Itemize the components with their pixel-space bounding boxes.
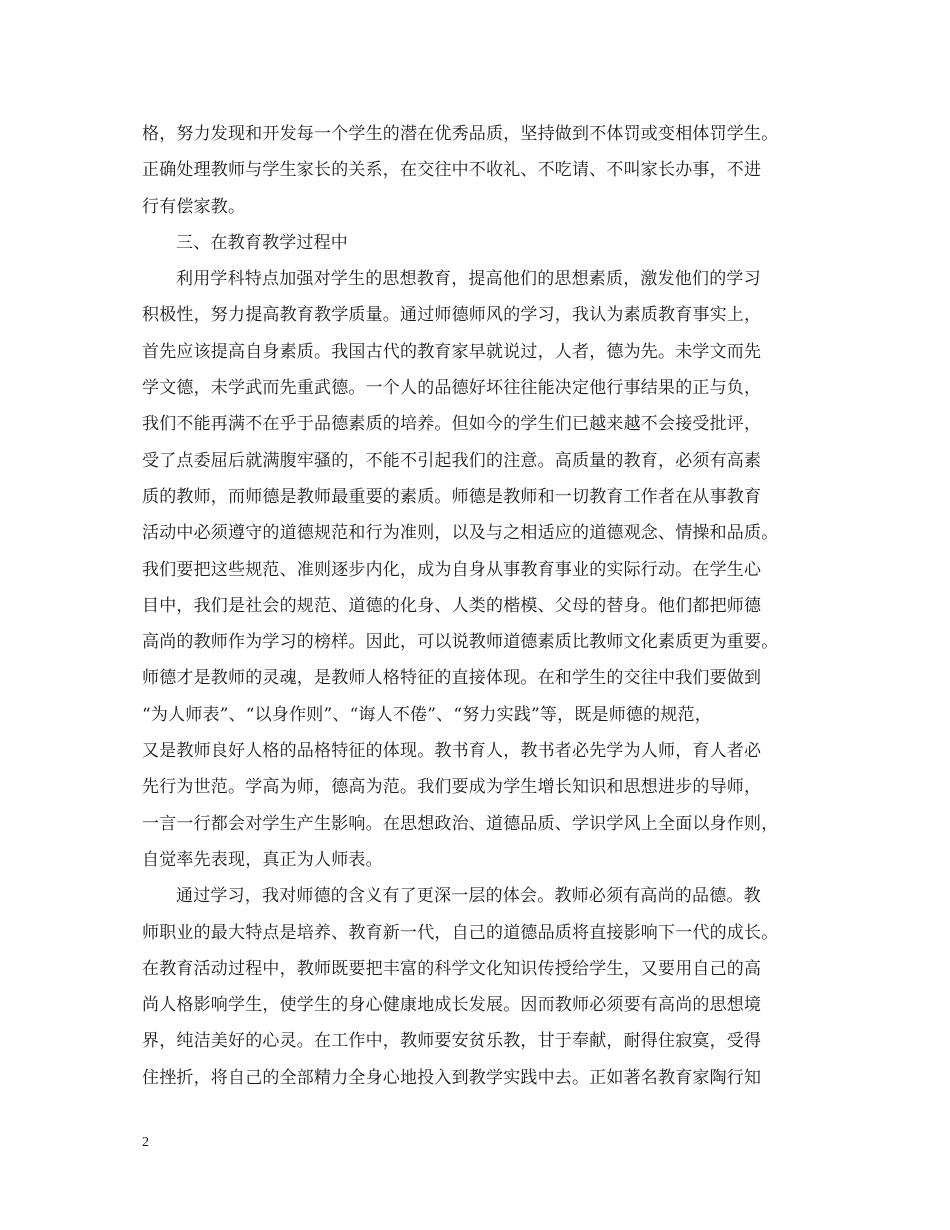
text-line: 受了点委屈后就满腹牢骚的，不能不引起我们的注意。高质量的教育，必须有高素 [142,450,762,471]
text-line: 活动中必须遵守的道德规范和行为准则，以及与之相适应的道德观念、情操和品质。 [142,523,779,544]
text-line: 尚人格影响学生，使学生的身心健康地成长发展。因而教师必须要有高尚的思想境 [142,995,762,1016]
text-line: “为人师表”、“以身作则”、“诲人不倦”、“努力实践”等，既是师德的规范， [142,704,712,725]
text-line: 师德才是教师的灵魂，是教师人格特征的直接体现。在和学生的交往中我们要做到 [142,668,762,689]
text-line: 我们要把这些规范、准则逐步内化，成为自身从事教育事业的实际行动。在学生心 [142,559,762,580]
text-line: 我们不能再满不在乎于品德素质的培养。但如今的学生们已越来越不会接受批评， [142,414,762,435]
text-line: 界，纯洁美好的心灵。在工作中，教师要安贫乐教，甘于奉献，耐得住寂寞，受得 [142,1031,762,1052]
text-line: 通过学习，我对师德的含义有了更深一层的体会。教师必须有高尚的品德。教 [176,886,761,907]
text-line: 住挫折，将自己的全部精力全身心地投入到教学实践中去。正如著名教育家陶行知 [142,1067,762,1088]
text-line: 在教育活动过程中，教师既要把丰富的科学文化知识传授给学生，又要用自己的高 [142,958,762,979]
text-line: 师职业的最大特点是培养、教育新一代，自己的道德品质将直接影响下一代的成长。 [142,922,779,943]
text-line: 高尚的教师作为学习的榜样。因此，可以说教师道德素质比教师文化素质更为重要。 [142,632,779,653]
text-line: 又是教师良好人格的品格特征的体现。教书育人，教书者必先学为人师，育人者必 [142,741,762,762]
section-heading: 三、在教育教学过程中 [176,232,348,253]
text-line: 积极性，努力提高教育教学质量。通过师德师风的学习，我认为素质教育事实上， [142,305,762,326]
body-text [142,116,822,1096]
text-line: 首先应该提高自身素质。我国古代的教育家早就说过，人者，德为先。未学文而先 [142,341,762,362]
text-line: 先行为世范。学高为师，德高为范。我们要成为学生增长知识和思想进步的导师， [142,777,762,798]
text-line: 行有偿家教。 [142,196,246,217]
text-line: 一言一行都会对学生产生影响。在思想政治、道德品质、学识学风上全面以身作则， [142,813,779,834]
text-line: 格，努力发现和开发每一个学生的潜在优秀品质，坚持做到不体罚或变相体罚学生。 [142,124,779,144]
text-line: 利用学科特点加强对学生的思想教育，提高他们的思想素质，激发他们的学习 [176,269,761,290]
text-line: 学文德，未学武而先重武德。一个人的品德好坏往往能决定他行事结果的正与负， [142,378,762,399]
text-line: 质的教师，而师德是教师最重要的素质。师德是教师和一切教育工作者在从事教育 [142,486,762,507]
text-line: 目中，我们是社会的规范、道德的化身、人类的楷模、父母的替身。他们都把师德 [142,595,762,616]
text-line: 自觉率先表现，真正为人师表。 [142,849,383,870]
text-line: 正确处理教师与学生家长的关系，在交往中不收礼、不吃请、不叫家长办事，不进 [142,160,762,181]
page-number: 2 [142,1135,149,1150]
